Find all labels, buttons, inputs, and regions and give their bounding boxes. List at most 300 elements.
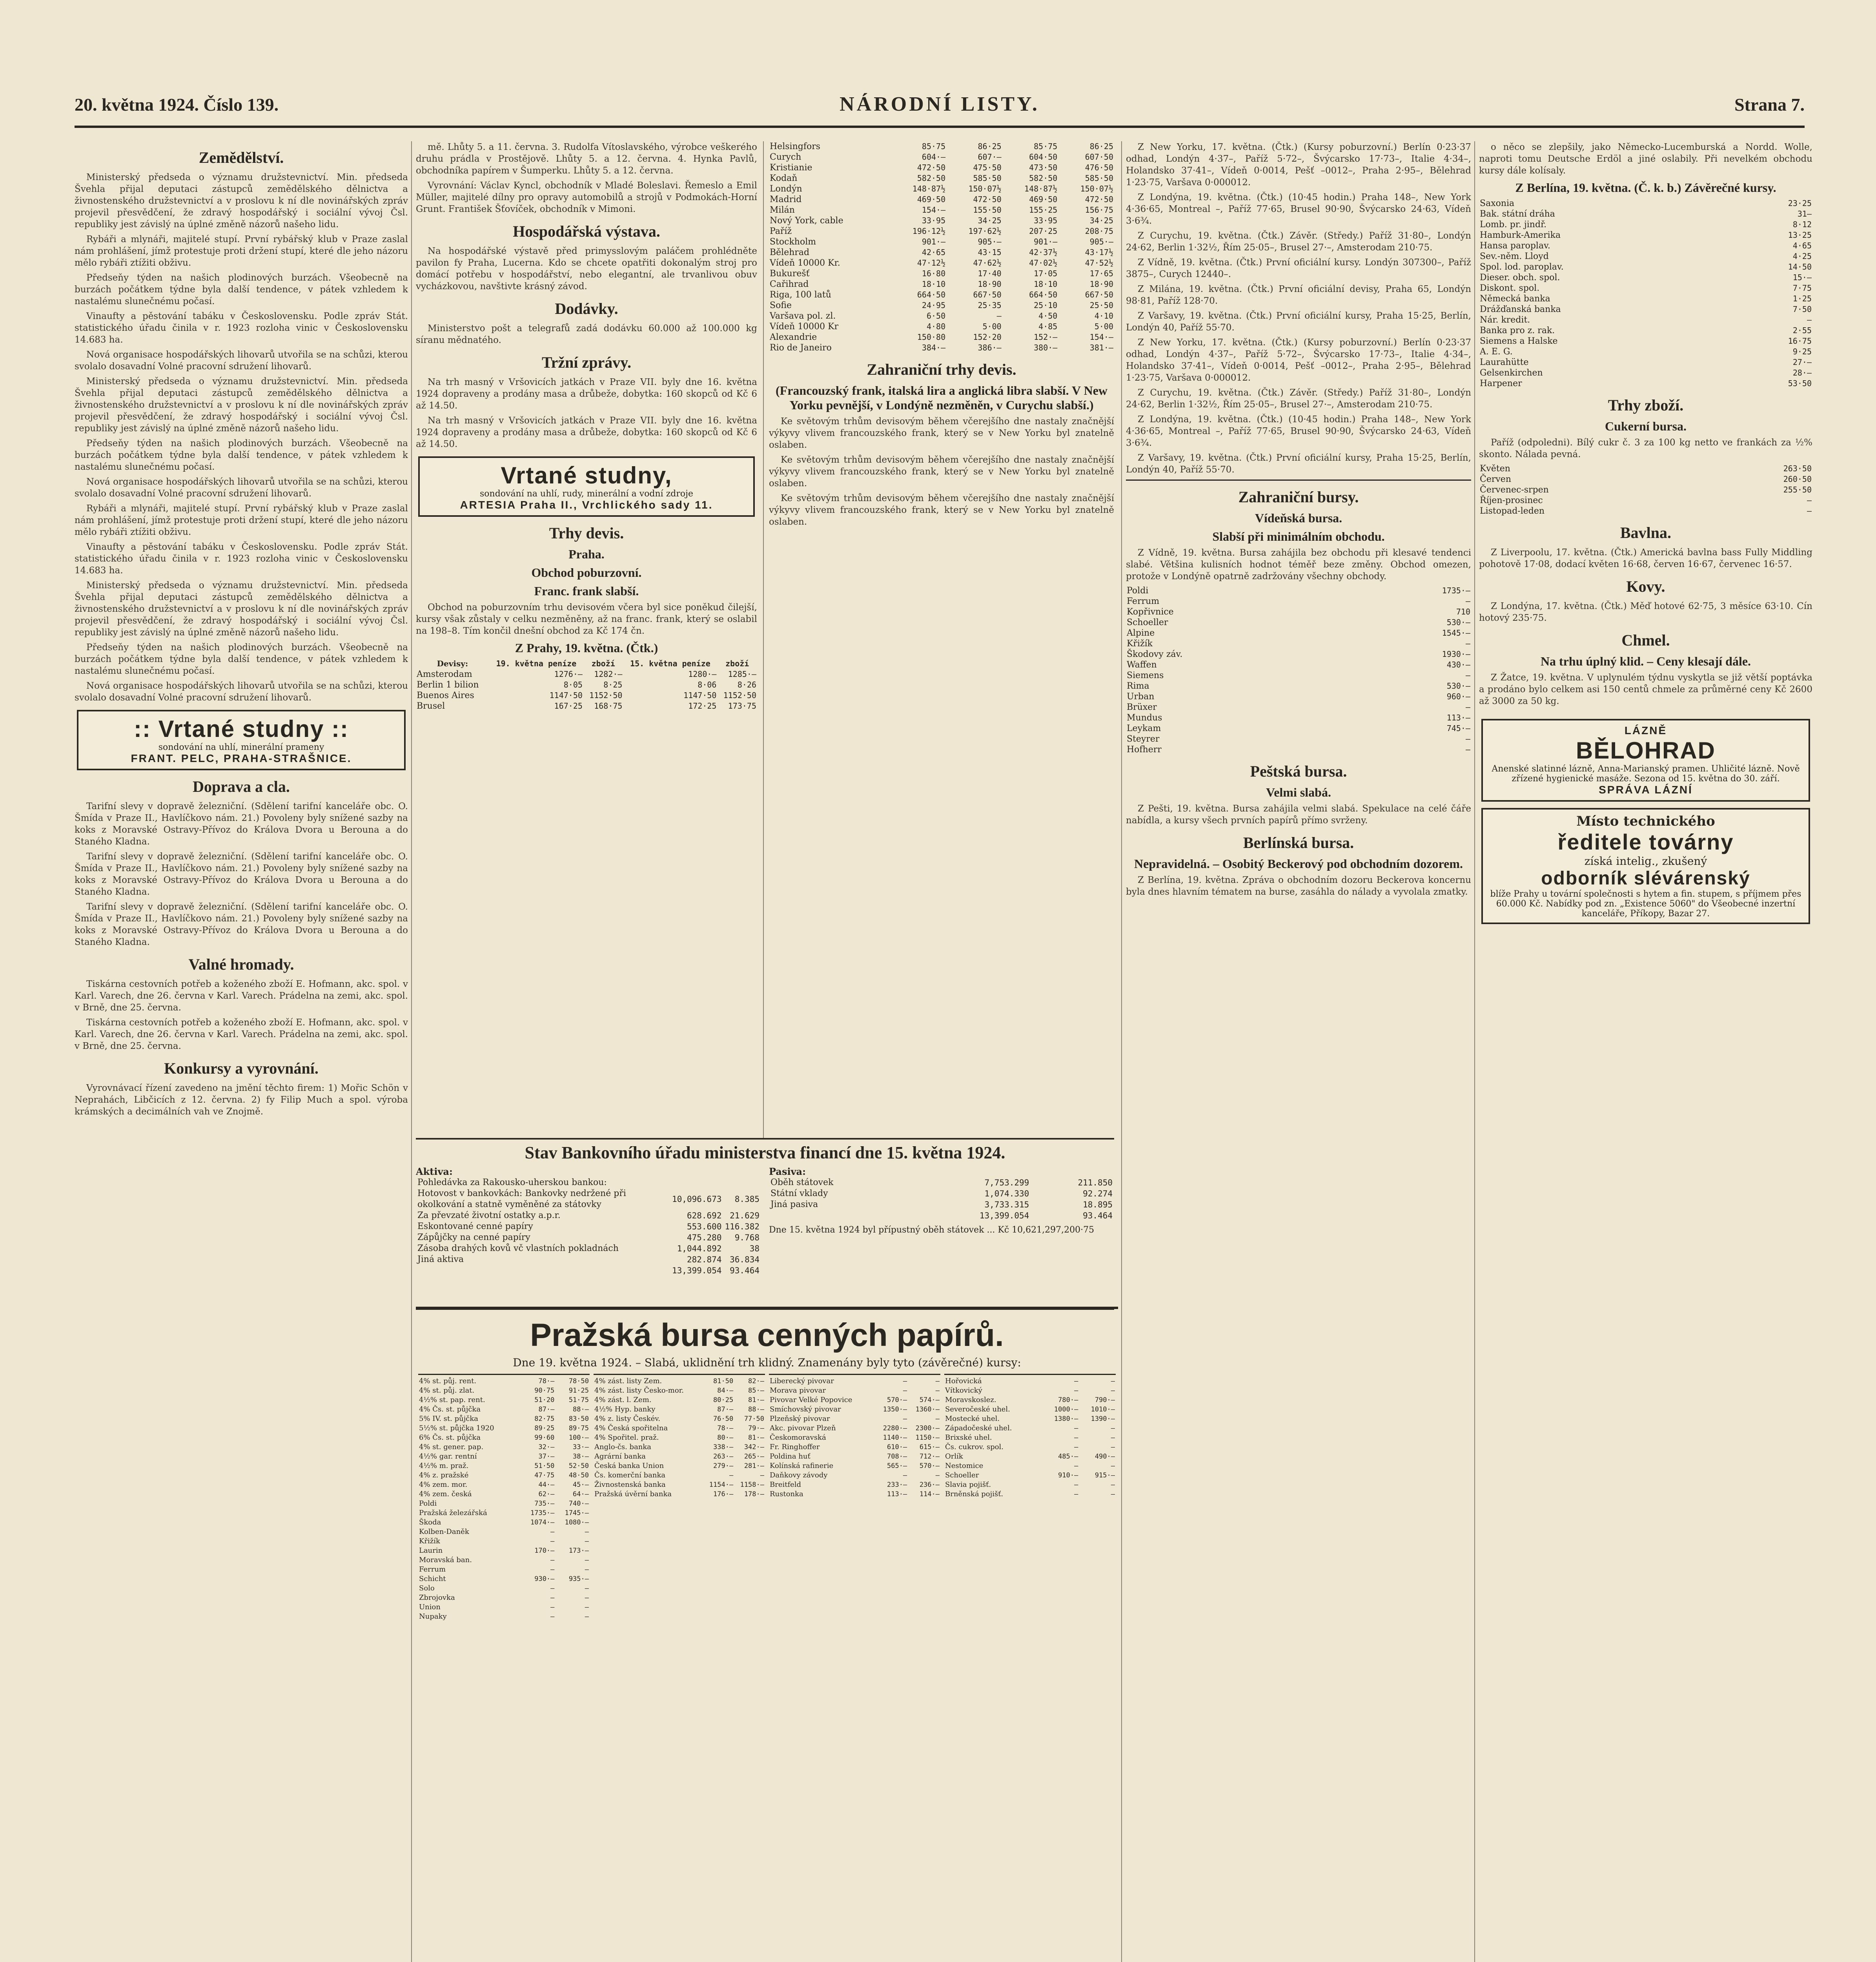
article-paragraph: Vinaufty a pěstování tabáku v Československu. Podle zpráv Stát. statistického úřadu činila v r. 1923 rozloha vinic v Československu 14.683 ha. <box>75 311 408 345</box>
security-row <box>769 1405 940 1414</box>
row-label: Říjen-prosinec <box>1480 496 1543 505</box>
cell-value: 15·– <box>1792 273 1812 282</box>
stock-row <box>1126 660 1471 670</box>
row-label: Cařihrad <box>770 279 809 289</box>
rate-row <box>769 247 1114 258</box>
subheading: Praha. <box>568 547 605 561</box>
cell-value: 34·25 <box>978 216 1002 225</box>
cell-value: 553.600 <box>687 1222 722 1231</box>
cell-value: 9·25 <box>1792 347 1812 356</box>
cell-value: 490·— <box>1095 1453 1115 1461</box>
row-label: Hansa paroplav. <box>1480 241 1550 251</box>
cell-value: 93.464 <box>1083 1211 1113 1220</box>
row-label: Rio de Janeiro <box>770 343 832 353</box>
cell-value: — <box>1111 1462 1115 1470</box>
cell-value: 27·– <box>1792 357 1812 367</box>
stock-row <box>1126 691 1471 702</box>
cell-value: 88·— <box>573 1406 589 1413</box>
ad-firm: FRANT. PELC, PRAHA-STRAŠNICE. <box>131 752 352 764</box>
rate-row <box>1479 378 1812 389</box>
cell-value: 81·— <box>748 1396 764 1404</box>
cell-value: 48·50 <box>568 1472 589 1479</box>
column-4 <box>1126 141 1471 1962</box>
cell-value: 150·80 <box>917 332 946 342</box>
cell-value: 2·55 <box>1792 326 1812 335</box>
row-label: Zápůjčky na cenné papíry <box>417 1233 530 1242</box>
cell-value: 1152·50 <box>589 691 623 700</box>
cell-value: 628.692 <box>687 1211 722 1220</box>
row-label: Waffen <box>1127 660 1157 670</box>
row-label: Živnostenská banka <box>594 1481 666 1489</box>
rate-row <box>1479 262 1812 272</box>
cell-value: 168·75 <box>594 701 623 711</box>
article-paragraph: Z Žatce, 19. května. V uplynulém týdnu vyskytla se již větší poptávka a prodáno bylo celkem asi 150 centů chmele za průměrné ceny Kč 2600 až 3000 za 50 kg. <box>1479 673 1812 706</box>
cell-value: — <box>550 1585 555 1592</box>
cell-value: 905·— <box>1089 237 1113 246</box>
cell-value: 1,044.892 <box>677 1244 722 1253</box>
cell-value: — <box>935 1472 940 1479</box>
row-label: Rima <box>1127 681 1149 691</box>
cell-value: 178·— <box>744 1490 764 1498</box>
section-heading-kovy: Kovy. <box>1626 578 1665 595</box>
row-label: Hofherr <box>1127 745 1162 755</box>
row-label: Diskont. spol. <box>1480 283 1540 293</box>
cell-value: 85·75 <box>922 142 946 151</box>
cell-value: 585·50 <box>1085 173 1113 183</box>
cell-value: 1,074.330 <box>984 1189 1029 1198</box>
security-row <box>594 1452 765 1461</box>
security-row <box>944 1424 1116 1433</box>
security-row <box>418 1433 590 1442</box>
cell-value: — <box>550 1528 555 1536</box>
article-paragraph: Nová organisace hospodářských lihovarů utvořila se na schůzi, kterou svolalo dosavadní Volné pracovní sdružení lihovarů. <box>75 681 408 703</box>
statement-row <box>416 1188 761 1210</box>
security-row <box>418 1612 590 1621</box>
subheading: Velmi slabá. <box>1266 785 1331 799</box>
row-label: Vítkovický <box>945 1386 982 1395</box>
cell-value: 18·90 <box>978 279 1002 289</box>
section-heading-trhy-devis: Trhy devis. <box>549 524 624 542</box>
statement-row <box>769 1188 1114 1199</box>
cell-value: — <box>1074 1490 1078 1498</box>
pasiva-table <box>769 1177 1114 1221</box>
cell-value: 667·50 <box>1085 290 1113 299</box>
row-label: Vídeň 10000 Kr <box>770 322 839 332</box>
article-paragraph: Z Vídně, 19. května. Bursa zahájila bez obchodu při klesavé tendenci slabé. Většina kulisních hodnot téměř beze změny. Obchod omezen, protože v Londýně opatrně zadržovány všechny obchody. <box>1126 548 1471 582</box>
bursa-table <box>594 1377 765 1499</box>
cell-value: 574·— <box>919 1396 940 1404</box>
section-heading-trzni-zpravy: Tržní zprávy. <box>541 354 632 371</box>
section-heading-chmel: Chmel. <box>1621 631 1670 649</box>
cell-value: — <box>550 1566 555 1574</box>
row-label: Brixské uhel. <box>945 1433 992 1442</box>
cell-value: 8·06 <box>698 680 717 689</box>
rate-row <box>1479 357 1812 368</box>
cell-value: 155·25 <box>1029 205 1058 215</box>
cell-value: 43·17½ <box>1085 248 1113 257</box>
section-heading-dodavky: Dodávky. <box>555 300 618 317</box>
rate-row <box>769 152 1114 162</box>
cell-value: — <box>550 1556 555 1564</box>
row-label: Čs. cukrov. spol. <box>945 1443 1004 1451</box>
cell-value: — <box>1074 1481 1078 1489</box>
row-label: Nupaky <box>419 1612 447 1621</box>
cell-value: 34·25 <box>1089 216 1113 225</box>
cell-value: 1000·— <box>1054 1406 1078 1413</box>
cell-value: 51·20 <box>534 1396 555 1404</box>
security-row <box>418 1603 590 1612</box>
article-paragraph: Z Curychu, 19. května. (Čtk.) Závěr. (Středy.) Paříž 31·80–, Londýn 24·62, Berlin 1·32½, Řím 25·05–, Brusel 27·–, Amsterodam 210·75. <box>1126 231 1471 253</box>
article-paragraph: Z New Yorku, 17. května. (Čtk.) (Kursy poburzovní.) Berlín 0·23·37 odhad, Londýn 4·37–, Paříž 5·72–, Švýcarsko 17·73–, Italie 4·34–, Holandsko 37·41–, Vídeň 0·0014, Pešť –0012–, Praha 2·95–, Bělehrad 1·23·75, Varšava 0·000012. <box>1126 337 1471 383</box>
cell-value: — <box>1111 1434 1115 1442</box>
security-row <box>418 1518 590 1527</box>
statement-row <box>416 1243 761 1254</box>
bursa-subtitle: Dne 19. května 1924. – Slabá, uklidnění trh klidný. Znamenány byly tyto (závěrečné) kursy: <box>513 1356 1021 1369</box>
cell-value: 51·75 <box>568 1396 589 1404</box>
row-label: Spol. lod. paroplav. <box>1480 262 1564 272</box>
pasiva-label: Pasiva: <box>769 1166 806 1177</box>
cell-value: — <box>903 1377 907 1385</box>
cell-value: 4·25 <box>1792 252 1812 261</box>
cell-value: 78·— <box>717 1424 734 1432</box>
cell-value: zboží <box>591 659 615 668</box>
cell-value: 8·26 <box>737 680 756 689</box>
cell-value: 610·— <box>887 1443 907 1451</box>
security-row <box>769 1461 940 1471</box>
cell-value: — <box>1111 1443 1115 1451</box>
row-label: Pražská úvěrní banka <box>594 1490 672 1498</box>
cell-value: 263·— <box>713 1453 734 1461</box>
cell-value: — <box>903 1472 907 1479</box>
row-label: Křižík <box>419 1537 440 1545</box>
security-row <box>769 1386 940 1395</box>
cell-value: — <box>1807 496 1812 505</box>
cell-value: 472·50 <box>1085 195 1113 204</box>
row-label: Gelsenkirchen <box>1480 368 1543 378</box>
cell-value: 735·— <box>534 1500 555 1508</box>
cell-value: 100·— <box>568 1434 589 1442</box>
cell-value: — <box>585 1585 589 1592</box>
cell-value: 21.629 <box>730 1211 760 1220</box>
row-label: Leykam <box>1127 724 1161 733</box>
cell-value: 42·37½ <box>1029 248 1058 257</box>
row-label: Madrid <box>770 195 802 204</box>
row-label: Bělehrad <box>770 248 810 257</box>
row-label: Brněnská pojišť. <box>945 1490 1004 1498</box>
cell-value: 64·— <box>573 1490 589 1498</box>
cell-value: 7·75 <box>1792 283 1812 293</box>
cell-value: 265·— <box>744 1453 764 1461</box>
cell-value: 173·75 <box>728 701 756 711</box>
statement-title: Stav Bankovního úřadu ministerstva financí dne 15. května 1924. <box>525 1143 1005 1162</box>
security-row <box>418 1537 590 1546</box>
security-row <box>594 1395 765 1405</box>
cell-value: — <box>1807 506 1812 516</box>
row-label: Západočeské uhel. <box>945 1424 1012 1432</box>
cell-value: 32·— <box>538 1443 555 1451</box>
row-label: Mundus <box>1127 713 1162 723</box>
cell-value: 8·12 <box>1792 220 1812 229</box>
cell-value: 4·10 <box>1094 311 1113 321</box>
cell-value: — <box>550 1537 555 1545</box>
row-label: Paříž <box>770 226 792 236</box>
rate-row <box>1479 272 1812 283</box>
article-paragraph: Z Pešti, 19. května. Bursa zahájila velmi slabá. Spekulace na celé čáře nabídla, a kursy všech prvních papírů přímo svrženy. <box>1126 804 1471 826</box>
row-label: Breitfeld <box>770 1481 801 1489</box>
cell-value: 570·— <box>919 1462 940 1470</box>
article-paragraph: Ministerský předseda o významu družstevnictví. Min. předseda Švehla přijal deputaci zástupců zemědělského dělnictva a živnostenského družstevnictví a v proslovu k ní dle novinářských zpráv projevil přesvědčení, že zdravý hospodářský i sociální vývoj Čsl. republiky jest závislý na úplné změně názorů našeho lidu. <box>75 376 408 434</box>
row-label: 4% st. půj. zlat. <box>419 1386 475 1395</box>
cell-value: 154·— <box>1089 332 1113 342</box>
rate-row <box>769 290 1114 300</box>
cell-value: 79·— <box>748 1424 764 1432</box>
cell-value: 712·— <box>919 1453 940 1461</box>
cell-value: 1380·— <box>1054 1415 1078 1423</box>
row-label: Poldina huť <box>770 1452 811 1461</box>
security-row <box>418 1471 590 1480</box>
cell-value: 16·75 <box>1788 336 1812 346</box>
cell-value: 211.850 <box>1078 1178 1113 1187</box>
cell-value: — <box>1111 1424 1115 1432</box>
security-row <box>769 1480 940 1490</box>
article-paragraph: Z Londýna, 17. května. (Čtk.) Měď hotové 62·75, 3 měsíce 63·10. Cín hotový 235·75. <box>1479 601 1812 623</box>
row-label: 4% Česká spořitelna <box>594 1424 668 1432</box>
security-row <box>944 1377 1116 1386</box>
advertisement-artesia <box>418 456 755 517</box>
row-label: Kolben-Daněk <box>419 1528 469 1536</box>
article-paragraph: Z Vídně, 19. května. (Čtk.) První oficiální kursy. Londýn 307300–, Paříž 3875–, Curych 12440–. <box>1126 257 1471 279</box>
security-row <box>594 1442 765 1452</box>
section-heading-vystava: Hospodářská výstava. <box>513 222 660 240</box>
security-row <box>418 1452 590 1461</box>
row-label: Jiná aktiva <box>417 1255 464 1264</box>
cell-value: 152·20 <box>973 332 1002 342</box>
article-paragraph: Rybáři a mlynáři, majitelé stupí. První rybářský klub v Praze zaslal nám prohlášení, jímž protestuje proti držení stupí, které dle jeho názoru mělo rybáři ztížiti obživu. <box>75 503 408 537</box>
cell-value: 197·62½ <box>968 226 1002 236</box>
rate-row <box>769 194 1114 205</box>
cell-value: 172·25 <box>688 701 717 711</box>
security-row <box>769 1395 940 1405</box>
cell-value: 1390·— <box>1091 1415 1115 1423</box>
row-label: 4% Spořitel. praž. <box>594 1433 659 1442</box>
row-label: 4% st. půj. rent. <box>419 1377 477 1385</box>
cell-value: 1080·— <box>565 1519 589 1526</box>
cell-value: 1745·— <box>565 1509 589 1517</box>
stock-row <box>1126 607 1471 617</box>
cell-value: 7,753.299 <box>984 1178 1029 1187</box>
cell-value: 17·65 <box>1089 269 1113 278</box>
cell-value: 51·50 <box>534 1462 555 1470</box>
cell-value: 236·— <box>919 1481 940 1489</box>
security-row <box>418 1461 590 1471</box>
article-paragraph: Nová organisace hospodářských lihovarů utvořila se na schůzi, kterou svolalo dosavadní Volné pracovní sdružení lihovarů. <box>75 477 408 499</box>
rate-row <box>1479 368 1812 378</box>
cell-value: 582·50 <box>917 173 946 183</box>
security-row <box>769 1414 940 1424</box>
cell-value: 14·50 <box>1788 262 1812 272</box>
rate-row <box>769 184 1114 194</box>
row-label: Brüxer <box>1127 702 1157 712</box>
cell-value: 10,096.673 <box>672 1194 722 1204</box>
row-label: 4% zem. česká <box>419 1490 472 1498</box>
row-label: Smíchovský pivovar <box>770 1405 841 1413</box>
section-heading-zemedelstvi: Zemědělství. <box>199 149 284 166</box>
cell-value: 910·— <box>1058 1472 1078 1479</box>
cell-value: 710 <box>1456 607 1470 616</box>
cell-value: 114·— <box>919 1490 940 1498</box>
security-row <box>769 1424 940 1433</box>
stock-row <box>1126 681 1471 691</box>
cell-value: 3,733.315 <box>984 1200 1029 1209</box>
cell-value: 8·25 <box>603 680 623 689</box>
cell-value: 23·25 <box>1788 199 1812 208</box>
cell-value: 87·— <box>538 1406 555 1413</box>
aktiva-label: Aktiva: <box>416 1166 453 1177</box>
security-row <box>594 1461 765 1471</box>
row-label: 5% IV. st. půjčka <box>419 1415 479 1423</box>
statement-row <box>416 1265 761 1276</box>
security-row <box>418 1527 590 1537</box>
security-row <box>418 1574 590 1584</box>
article-paragraph: Na hospodářské výstavě před primysslovým paláčem prohlédněte pavilon fy Praha, Lucerna. Kdo se chcete opatřiti dokonalým stroj pro domácí potřebu v hospodářství, nebo elegantní, ale trvanlivou obuv vycházkovou, navštivte krásný závod. <box>416 246 757 292</box>
cell-value: 19. května peníze <box>496 659 577 668</box>
cell-value: 2300·— <box>915 1424 940 1432</box>
section-heading-zahranicni-bursy: Zahraniční bursy. <box>1238 488 1359 506</box>
cell-value: 1154·— <box>709 1481 734 1489</box>
cell-value: 4·50 <box>1038 311 1058 321</box>
sugar-prices-table <box>1479 463 1812 516</box>
cell-value: — <box>1465 596 1470 606</box>
subheading: Nepravidelná. – Osobitý Beckerový pod obchodním dozorem. <box>1134 857 1463 871</box>
row-label: Čs. komerční banka <box>594 1471 666 1479</box>
article-paragraph: Tarifní slevy v dopravě železniční. (Sdělení tarifní kanceláře obc. O. Šmída v Praze II., Havlíčkovo nám. 21.) Povoleny byly snížené sazby na koks z Moravské Ostravy-Přívoz do Králova Dvora u Berouna a do Staného Kladna. <box>75 852 408 897</box>
article-paragraph: Na trh masný v Vršovicích jatkách v Praze VII. byly dne 16. května 1924 dopraveny a prodány masa a drůbeže, dobytka: 160 skopců od Kč 6 až 14.50. <box>416 416 757 449</box>
cell-value: 81·— <box>748 1434 764 1442</box>
stock-row <box>1126 596 1471 607</box>
cell-value: — <box>585 1528 589 1536</box>
cell-value: — <box>550 1613 555 1621</box>
stock-row <box>1126 744 1471 755</box>
row-label: 5½% st. půjčka 1920 <box>419 1424 494 1432</box>
cell-value: — <box>935 1415 940 1423</box>
row-label: Akc. pivovar Plzeň <box>770 1424 836 1432</box>
cell-value: 604·— <box>922 152 946 162</box>
ad-line: LÁZNĚ <box>1624 724 1667 737</box>
cell-value: 47·12½ <box>917 258 946 268</box>
price-row <box>1479 485 1812 495</box>
cell-value: 582·50 <box>1029 173 1058 183</box>
row-label: Solo <box>419 1584 435 1592</box>
statement-row <box>769 1177 1114 1188</box>
cell-value: 167·25 <box>554 701 583 711</box>
row-label: Londýn <box>770 184 802 194</box>
row-label: Kopřivnice <box>1127 607 1174 617</box>
row-label: Eskontované cenné papíry <box>417 1222 533 1231</box>
cell-value: 233·— <box>887 1481 907 1489</box>
article-paragraph: Předseňy týden na našich plodinových burzách. Všeobecně na burzách počátkem týdne byla další tendence, v pátek vzhledem k nastalému slunečnému počasí. <box>75 438 408 472</box>
ad-line: Místo technického <box>1576 813 1715 829</box>
cell-value: 1·25 <box>1792 294 1812 303</box>
row-label: Jiná pasiva <box>770 1200 818 1209</box>
security-row <box>594 1405 765 1414</box>
ad-subline: sondování na uhlí, minerální prameny <box>158 742 324 752</box>
row-label: Liberecký pivovar <box>770 1377 834 1385</box>
security-row <box>944 1452 1116 1461</box>
security-row <box>769 1442 940 1452</box>
cell-value: 76·50 <box>713 1415 734 1423</box>
row-label: Rustonka <box>770 1490 803 1498</box>
cell-value: — <box>1074 1443 1078 1451</box>
cell-value: — <box>935 1387 940 1395</box>
issue-date: 20. května 1924. Číslo 139. <box>75 95 279 115</box>
cell-value: 780·— <box>1058 1396 1078 1404</box>
cell-value: 196·12½ <box>912 226 946 236</box>
devisa-row <box>416 690 757 701</box>
security-row <box>418 1480 590 1490</box>
rate-row <box>769 343 1114 353</box>
row-label: 4% z. listy Českév. <box>594 1415 661 1423</box>
security-row <box>418 1490 590 1499</box>
row-label: Nový York, cable <box>770 216 843 226</box>
cell-value: 5·00 <box>1094 322 1113 331</box>
berlin-rates-table <box>1479 198 1812 389</box>
cell-value: 1735·— <box>530 1509 555 1517</box>
cell-value: 1282·— <box>594 669 623 679</box>
row-label: Sofie <box>770 301 792 310</box>
row-label: 4½% Hyp. banky <box>594 1405 656 1413</box>
cell-value: 530·— <box>1446 618 1470 627</box>
row-label: Saxonia <box>1480 199 1515 208</box>
row-label: Drážďanská banka <box>1480 305 1561 314</box>
cell-value: 476·50 <box>1085 163 1113 172</box>
cell-value: 38 <box>749 1244 760 1253</box>
article-paragraph: Ministerstvo pošt a telegrafů zadá dodávku 60.000 až 100.000 kg síranu mědnatého. <box>416 323 757 345</box>
cell-value: 4·80 <box>926 322 946 331</box>
row-label: Schicht <box>419 1575 446 1583</box>
cell-value: 82·75 <box>534 1415 555 1423</box>
rate-row <box>1479 219 1812 230</box>
cell-value: 279·— <box>713 1462 734 1470</box>
security-row <box>418 1499 590 1508</box>
subheading: Vídeňská bursa. <box>1255 511 1342 525</box>
row-label: Devisy: <box>437 659 468 668</box>
ad-headline: BĚLOHRAD <box>1576 737 1716 764</box>
price-row <box>1479 463 1812 474</box>
security-row <box>944 1471 1116 1480</box>
row-label: Stockholm <box>770 237 816 247</box>
column-rule <box>763 141 764 1138</box>
cell-value: 1545·— <box>1442 628 1470 638</box>
security-row <box>594 1471 765 1480</box>
article-paragraph: Z Varšavy, 19. května. (Čtk.) První oficiální kursy, Praha 15·25, Berlín, Londýn 40, Paříž 55·70. <box>1126 311 1471 333</box>
article-paragraph: Ke světovým trhům devisovým během včerejšího dne nastaly značnější výkyvy vlivem francouzského frank, který se v New Yorku byl znatelně oslaben. <box>769 493 1114 527</box>
page-header <box>75 90 1805 128</box>
cell-value: — <box>550 1603 555 1611</box>
cell-value: 78·50 <box>568 1377 589 1385</box>
row-label: Severočeské uhel. <box>945 1405 1010 1413</box>
cell-value: 604·50 <box>1029 152 1058 162</box>
cell-value <box>670 1177 723 1188</box>
row-label: Laurahütte <box>1480 357 1529 367</box>
cell-value: 47·75 <box>534 1472 555 1479</box>
article-paragraph: Rybáři a mlynáři, majitelé stupí. První rybářský klub v Praze zaslal nám prohlášení, jímž protestuje proti držení stupí, které dle jeho názoru mělo rybáři ztížiti obživu. <box>75 234 408 268</box>
cell-value: 53·50 <box>1788 379 1812 388</box>
row-label: Kristianie <box>770 163 812 173</box>
rate-row <box>769 205 1114 215</box>
statement-row <box>769 1199 1114 1210</box>
cell-value: 615·— <box>919 1443 940 1451</box>
cell-value: 36.834 <box>730 1255 760 1264</box>
